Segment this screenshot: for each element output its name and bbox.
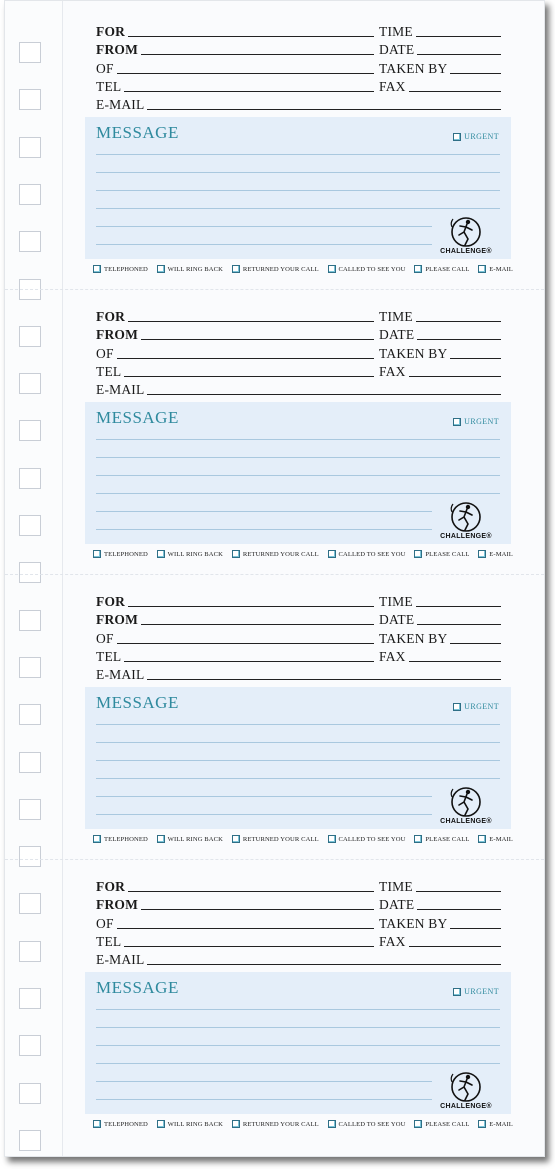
tel-line[interactable] — [124, 946, 374, 947]
option-label: WILL RING BACK — [167, 1120, 224, 1128]
of-row — [96, 913, 374, 931]
time-label: TIME — [379, 594, 413, 609]
time-line[interactable] — [416, 606, 501, 607]
message-rule-line — [96, 1027, 500, 1028]
option-checkbox[interactable] — [328, 835, 336, 843]
message-rule-line — [96, 1081, 432, 1082]
date-row — [379, 324, 501, 342]
option-please-call[interactable] — [414, 835, 469, 843]
message-box[interactable] — [85, 972, 511, 1114]
urgent-checkbox[interactable] — [453, 703, 461, 711]
binding-hole — [19, 752, 41, 773]
binding-hole — [19, 1130, 41, 1151]
fax-line[interactable] — [409, 661, 501, 662]
taken-by-label: TAKEN BY — [379, 631, 448, 646]
of-line[interactable] — [117, 928, 374, 929]
option-label: RETURNED YOUR CALL — [242, 1120, 319, 1128]
from-line[interactable] — [141, 54, 374, 55]
email-row — [96, 94, 501, 112]
urgent-option[interactable] — [453, 702, 499, 711]
taken-by-line[interactable] — [450, 643, 501, 644]
option-label: E-MAIL — [489, 1120, 513, 1128]
taken-by-label: TAKEN BY — [379, 346, 448, 361]
for-label: FOR — [96, 594, 126, 609]
option-returned-your-call[interactable] — [232, 550, 319, 558]
option-will-ring-back[interactable] — [157, 550, 223, 558]
date-row — [379, 894, 501, 912]
fax-line[interactable] — [409, 946, 501, 947]
option-label: E-MAIL — [489, 265, 513, 273]
fax-label: FAX — [379, 364, 406, 379]
option-label: RETURNED YOUR CALL — [242, 835, 319, 843]
option-returned-your-call[interactable] — [232, 265, 319, 273]
option-label: WILL RING BACK — [167, 550, 224, 558]
fax-row — [379, 76, 501, 94]
taken-by-row — [379, 628, 501, 646]
option-please-call[interactable] — [414, 1120, 469, 1128]
option-telephoned[interactable] — [93, 265, 148, 273]
option-label: PLEASE CALL — [425, 835, 470, 843]
runner-logo-icon — [444, 1068, 488, 1104]
taken-by-row — [379, 913, 501, 931]
time-row — [379, 21, 501, 39]
message-slip — [81, 858, 511, 1142]
binding-hole — [19, 846, 41, 867]
binding-hole — [19, 231, 41, 252]
runner-logo-icon — [444, 498, 488, 534]
runner-logo-icon — [444, 213, 488, 249]
binding-hole — [19, 893, 41, 914]
option-label: CALLED TO SEE YOU — [338, 550, 406, 558]
option-telephoned[interactable] — [93, 1120, 148, 1128]
option-will-ring-back[interactable] — [157, 835, 223, 843]
email-line[interactable] — [147, 964, 501, 965]
option-checkbox[interactable] — [414, 835, 422, 843]
tel-line[interactable] — [124, 91, 374, 92]
urgent-label: URGENT — [464, 987, 499, 996]
binding-hole — [19, 562, 41, 583]
option-checkbox[interactable] — [93, 1120, 101, 1128]
urgent-checkbox[interactable] — [453, 418, 461, 426]
date-row — [379, 39, 501, 57]
option-checkbox[interactable] — [478, 835, 486, 843]
from-row — [96, 894, 374, 912]
email-label: E-MAIL — [96, 97, 145, 112]
of-row — [96, 58, 374, 76]
taken-by-line[interactable] — [450, 928, 501, 929]
message-rule-line — [96, 457, 500, 458]
fax-line[interactable] — [409, 91, 501, 92]
tel-row — [96, 646, 374, 664]
option-checkbox[interactable] — [478, 550, 486, 558]
of-row — [96, 343, 374, 361]
call-options — [93, 550, 513, 558]
taken-by-line[interactable] — [450, 358, 501, 359]
urgent-label: URGENT — [464, 702, 499, 711]
option-label: CALLED TO SEE YOU — [338, 265, 406, 273]
binding-hole — [19, 89, 41, 110]
date-line[interactable] — [417, 54, 501, 55]
of-line[interactable] — [117, 73, 374, 74]
fax-row — [379, 361, 501, 379]
of-label: OF — [96, 916, 114, 931]
from-label: FROM — [96, 327, 139, 342]
time-label: TIME — [379, 24, 413, 39]
message-rule-line — [96, 814, 432, 815]
message-title: MESSAGE — [96, 408, 179, 427]
fax-row — [379, 646, 501, 664]
email-label: E-MAIL — [96, 952, 145, 967]
date-line[interactable] — [417, 909, 501, 910]
call-options — [93, 265, 513, 273]
date-label: DATE — [379, 327, 415, 342]
for-label: FOR — [96, 24, 126, 39]
option-email[interactable] — [478, 550, 513, 558]
urgent-checkbox[interactable] — [453, 988, 461, 996]
message-title: MESSAGE — [96, 123, 179, 142]
message-rule-line — [96, 190, 500, 191]
perforation-line — [5, 859, 544, 860]
option-checkbox[interactable] — [93, 265, 101, 273]
option-label: RETURNED YOUR CALL — [242, 550, 319, 558]
call-options — [93, 835, 513, 843]
option-checkbox[interactable] — [478, 1120, 486, 1128]
message-rule-line — [96, 493, 500, 494]
option-label: PLEASE CALL — [425, 265, 470, 273]
binding-hole — [19, 610, 41, 631]
option-will-ring-back[interactable] — [157, 1120, 223, 1128]
date-line[interactable] — [417, 339, 501, 340]
of-line[interactable] — [117, 358, 374, 359]
time-line[interactable] — [416, 36, 501, 37]
challenge-logo — [434, 1068, 498, 1110]
option-returned-your-call[interactable] — [232, 1120, 319, 1128]
message-rule-line — [96, 796, 432, 797]
for-row — [96, 306, 374, 324]
binding-hole — [19, 657, 41, 678]
date-label: DATE — [379, 612, 415, 627]
for-line[interactable] — [128, 321, 374, 322]
date-label: DATE — [379, 42, 415, 57]
option-called-to-see-you[interactable] — [328, 835, 406, 843]
option-label: WILL RING BACK — [167, 265, 224, 273]
option-email[interactable] — [478, 1120, 513, 1128]
message-rule-line — [96, 760, 500, 761]
for-line[interactable] — [128, 606, 374, 607]
of-row — [96, 628, 374, 646]
message-rule-line — [96, 439, 500, 440]
for-line[interactable] — [128, 36, 374, 37]
email-row — [96, 949, 501, 967]
time-row — [379, 306, 501, 324]
binding-hole — [19, 373, 41, 394]
challenge-logo — [434, 213, 498, 255]
binding-hole — [19, 1083, 41, 1104]
from-row — [96, 324, 374, 342]
binding-hole — [19, 1035, 41, 1056]
option-checkbox[interactable] — [232, 1120, 240, 1128]
option-checkbox[interactable] — [414, 1120, 422, 1128]
binding-hole — [19, 515, 41, 536]
binding-hole — [19, 326, 41, 347]
runner-logo-icon — [444, 783, 488, 819]
binding-hole — [19, 941, 41, 962]
from-label: FROM — [96, 897, 139, 912]
option-checkbox[interactable] — [157, 1120, 165, 1128]
email-label: E-MAIL — [96, 382, 145, 397]
tel-label: TEL — [96, 649, 122, 664]
fax-label: FAX — [379, 934, 406, 949]
binding-hole — [19, 137, 41, 158]
taken-by-row — [379, 343, 501, 361]
tel-label: TEL — [96, 364, 122, 379]
taken-by-label: TAKEN BY — [379, 916, 448, 931]
message-rule-line — [96, 154, 500, 155]
from-row — [96, 609, 374, 627]
option-checkbox[interactable] — [157, 550, 165, 558]
option-label: TELEPHONED — [104, 265, 148, 273]
for-row — [96, 876, 374, 894]
option-checkbox[interactable] — [478, 265, 486, 273]
from-line[interactable] — [141, 339, 374, 340]
brand-name: CHALLENGE® — [440, 818, 492, 825]
challenge-logo — [434, 498, 498, 540]
for-line[interactable] — [128, 891, 374, 892]
message-title: MESSAGE — [96, 978, 179, 997]
option-called-to-see-you[interactable] — [328, 1120, 406, 1128]
perforation-line — [5, 574, 544, 575]
option-checkbox[interactable] — [328, 550, 336, 558]
time-line[interactable] — [416, 891, 501, 892]
tel-row — [96, 76, 374, 94]
email-line[interactable] — [147, 109, 501, 110]
binding-hole — [19, 799, 41, 820]
for-label: FOR — [96, 309, 126, 324]
option-checkbox[interactable] — [232, 835, 240, 843]
binding-hole — [19, 420, 41, 441]
option-checkbox[interactable] — [232, 550, 240, 558]
tel-line[interactable] — [124, 376, 374, 377]
message-rule-line — [96, 208, 500, 209]
option-checkbox[interactable] — [328, 265, 336, 273]
message-rule-line — [96, 724, 500, 725]
perforation-line — [5, 289, 544, 290]
message-slip — [81, 573, 511, 857]
option-label: TELEPHONED — [104, 835, 148, 843]
option-label: TELEPHONED — [104, 1120, 148, 1128]
option-label: CALLED TO SEE YOU — [338, 1120, 406, 1128]
fax-row — [379, 931, 501, 949]
call-options — [93, 1120, 513, 1128]
message-box[interactable] — [85, 402, 511, 544]
urgent-label: URGENT — [464, 417, 499, 426]
brand-name: CHALLENGE® — [440, 1103, 492, 1110]
urgent-option[interactable] — [453, 132, 499, 141]
tel-line[interactable] — [124, 661, 374, 662]
message-rule-line — [96, 511, 432, 512]
message-rule-line — [96, 226, 432, 227]
tel-row — [96, 931, 374, 949]
time-label: TIME — [379, 879, 413, 894]
tel-label: TEL — [96, 934, 122, 949]
tel-row — [96, 361, 374, 379]
message-pad-sheet — [4, 0, 545, 1157]
option-checkbox[interactable] — [93, 550, 101, 558]
option-checkbox[interactable] — [328, 1120, 336, 1128]
date-line[interactable] — [417, 624, 501, 625]
option-returned-your-call[interactable] — [232, 835, 319, 843]
of-label: OF — [96, 346, 114, 361]
taken-by-line[interactable] — [450, 73, 501, 74]
message-rule-line — [96, 475, 500, 476]
binding-hole — [19, 42, 41, 63]
email-label: E-MAIL — [96, 667, 145, 682]
option-please-call[interactable] — [414, 550, 469, 558]
option-checkbox[interactable] — [157, 265, 165, 273]
message-rule-line — [96, 1009, 500, 1010]
for-row — [96, 21, 374, 39]
option-please-call[interactable] — [414, 265, 469, 273]
option-checkbox[interactable] — [232, 265, 240, 273]
message-box[interactable] — [85, 687, 511, 829]
binding-hole — [19, 468, 41, 489]
binding-hole — [19, 988, 41, 1009]
message-slip — [81, 288, 511, 572]
option-label: E-MAIL — [489, 835, 513, 843]
option-telephoned[interactable] — [93, 835, 148, 843]
option-label: TELEPHONED — [104, 550, 148, 558]
from-label: FROM — [96, 612, 139, 627]
fax-label: FAX — [379, 79, 406, 94]
message-rule-line — [96, 742, 500, 743]
email-row — [96, 664, 501, 682]
option-email[interactable] — [478, 835, 513, 843]
fax-label: FAX — [379, 649, 406, 664]
message-title: MESSAGE — [96, 693, 179, 712]
tel-label: TEL — [96, 79, 122, 94]
date-row — [379, 609, 501, 627]
option-called-to-see-you[interactable] — [328, 550, 406, 558]
option-checkbox[interactable] — [157, 835, 165, 843]
option-label: CALLED TO SEE YOU — [338, 835, 406, 843]
option-called-to-see-you[interactable] — [328, 265, 406, 273]
email-row — [96, 379, 501, 397]
taken-by-row — [379, 58, 501, 76]
option-will-ring-back[interactable] — [157, 265, 223, 273]
brand-name: CHALLENGE® — [440, 248, 492, 255]
option-label: E-MAIL — [489, 550, 513, 558]
binding-stub — [5, 1, 63, 1156]
message-rule-line — [96, 529, 432, 530]
of-label: OF — [96, 61, 114, 76]
option-label: PLEASE CALL — [425, 1120, 470, 1128]
urgent-option[interactable] — [453, 987, 499, 996]
message-rule-line — [96, 244, 432, 245]
option-email[interactable] — [478, 265, 513, 273]
for-label: FOR — [96, 879, 126, 894]
time-row — [379, 591, 501, 609]
option-telephoned[interactable] — [93, 550, 148, 558]
urgent-checkbox[interactable] — [453, 133, 461, 141]
date-label: DATE — [379, 897, 415, 912]
time-line[interactable] — [416, 321, 501, 322]
message-rule-line — [96, 1063, 500, 1064]
of-label: OF — [96, 631, 114, 646]
urgent-option[interactable] — [453, 417, 499, 426]
option-label: PLEASE CALL — [425, 550, 470, 558]
message-slip — [81, 3, 511, 287]
option-label: RETURNED YOUR CALL — [242, 265, 319, 273]
fax-line[interactable] — [409, 376, 501, 377]
from-line[interactable] — [141, 909, 374, 910]
message-rule-line — [96, 1045, 500, 1046]
time-label: TIME — [379, 309, 413, 324]
for-row — [96, 591, 374, 609]
message-rule-line — [96, 172, 500, 173]
brand-name: CHALLENGE® — [440, 533, 492, 540]
message-rule-line — [96, 778, 500, 779]
from-label: FROM — [96, 42, 139, 57]
from-row — [96, 39, 374, 57]
email-line[interactable] — [147, 679, 501, 680]
option-checkbox[interactable] — [414, 550, 422, 558]
option-label: WILL RING BACK — [167, 835, 224, 843]
email-line[interactable] — [147, 394, 501, 395]
option-checkbox[interactable] — [93, 835, 101, 843]
challenge-logo — [434, 783, 498, 825]
binding-hole — [19, 184, 41, 205]
binding-hole — [19, 704, 41, 725]
from-line[interactable] — [141, 624, 374, 625]
option-checkbox[interactable] — [414, 265, 422, 273]
urgent-label: URGENT — [464, 132, 499, 141]
of-line[interactable] — [117, 643, 374, 644]
taken-by-label: TAKEN BY — [379, 61, 448, 76]
time-row — [379, 876, 501, 894]
message-box[interactable] — [85, 117, 511, 259]
message-rule-line — [96, 1099, 432, 1100]
